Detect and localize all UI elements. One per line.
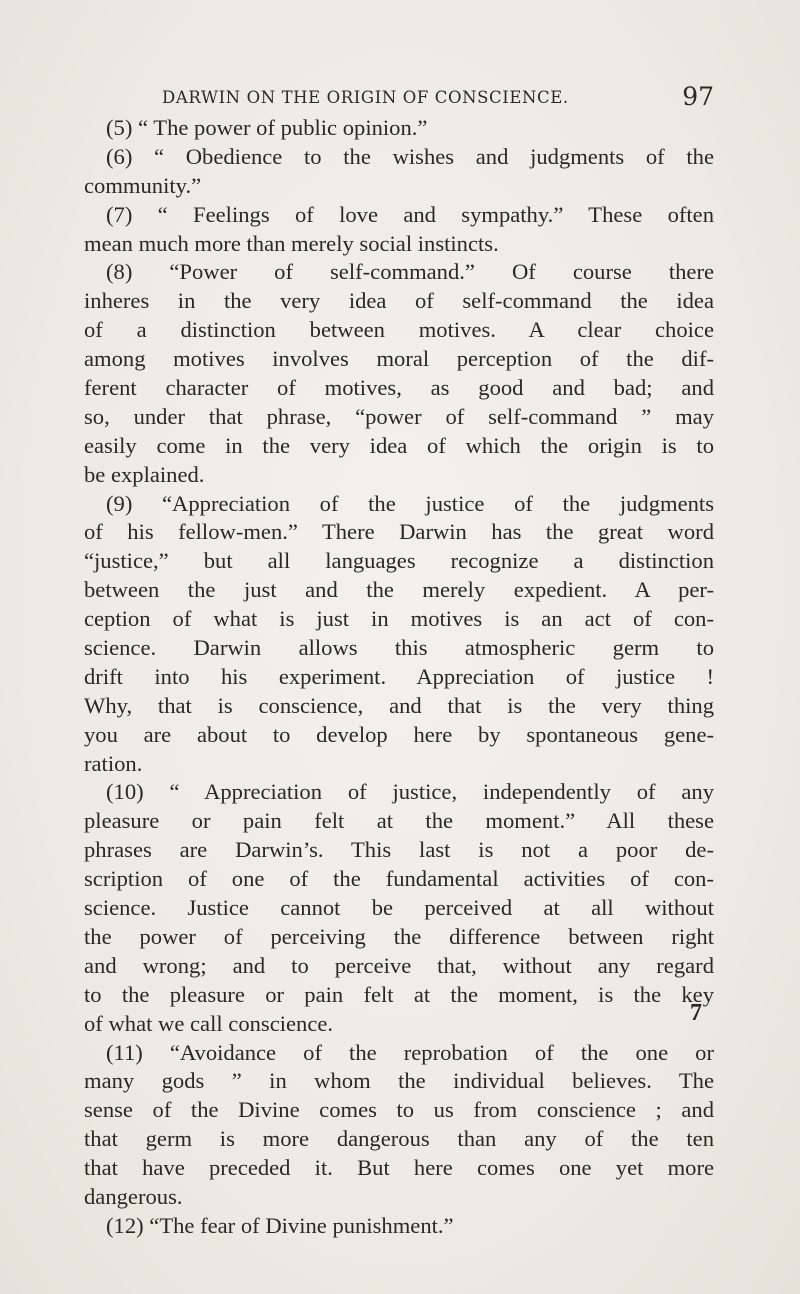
- text-line: dangerous.: [84, 1183, 183, 1209]
- text-line: drift into his experiment. Appreciation of justice !: [84, 663, 714, 689]
- text-line: that germ is more dangerous than any of the ten: [84, 1126, 714, 1152]
- text-line: of a distinction between motives. A clear choice: [84, 317, 714, 343]
- text-line: be explained.: [84, 461, 205, 487]
- text-line: (10) “ Appreciation of justice, independently of any: [106, 779, 714, 805]
- text-line: ception of what is just in motives is an act of con-: [84, 606, 714, 632]
- text-line: inheres in the very idea of self-command the idea: [84, 288, 714, 314]
- text-line: (5) “ The power of public opinion.”: [106, 115, 428, 140]
- text-line: of his fellow-men.” There Darwin has the great word: [84, 519, 714, 545]
- text-line: ration.: [84, 750, 143, 776]
- signature-mark: 7: [690, 1000, 702, 1026]
- page-header: [84, 82, 714, 116]
- text-line: and wrong; and to perceive that, without any regard: [84, 952, 714, 978]
- body-text: [84, 114, 714, 1241]
- text-line: (9) “Appreciation of the justice of the judgments: [106, 490, 714, 516]
- text-line: phrases are Darwin’s. This last is not a poor de-: [84, 837, 714, 863]
- text-line: among motives involves moral perception of the dif-: [84, 346, 714, 372]
- text-line: (6) “ Obedience to the wishes and judgments of the: [106, 143, 714, 169]
- text-line: ferent character of motives, as good and bad; and: [84, 375, 714, 401]
- text-line: between the just and the merely expedient. A per-: [84, 577, 714, 603]
- text-line: pleasure or pain felt at the moment.” All these: [84, 808, 714, 834]
- text-line: that have preceded it. But here comes one yet more: [84, 1155, 714, 1181]
- running-title: DARWIN ON THE ORIGIN OF CONSCIENCE.: [162, 88, 569, 107]
- text-line: “justice,” but all languages recognize a distinction: [84, 548, 714, 574]
- text-line: of what we call conscience.: [84, 1010, 334, 1036]
- text-line: sense of the Divine comes to us from conscience ; and: [84, 1097, 714, 1123]
- text-line: (11) “Avoidance of the reprobation of the one or: [106, 1039, 714, 1065]
- text-line: (12) “The fear of Divine punishment.”: [106, 1212, 454, 1238]
- text-line: science. Darwin allows this atmospheric germ to: [84, 635, 714, 661]
- text-line: community.”: [84, 172, 202, 198]
- text-line: the power of perceiving the difference between right: [84, 923, 714, 949]
- text-line: many gods ” in whom the individual believes. The: [84, 1068, 714, 1094]
- page-number: 97: [682, 82, 714, 111]
- text-line: (8) “Power of self-command.” Of course there: [106, 259, 714, 285]
- text-line: scription of one of the fundamental activities of con-: [84, 866, 714, 892]
- text-line: you are about to develop here by spontaneous gene-: [84, 721, 714, 747]
- text-line: mean much more than merely social instincts.: [84, 230, 499, 256]
- text-line: Why, that is conscience, and that is the very thing: [84, 692, 714, 718]
- text-line: science. Justice cannot be perceived at all without: [84, 895, 714, 921]
- text-line: so, under that phrase, “power of self-command ” may: [84, 403, 714, 429]
- text-line: to the pleasure or pain felt at the moment, is the key: [84, 981, 714, 1007]
- text-line: easily come in the very idea of which the origin is to: [84, 432, 714, 458]
- text-line: (7) “ Feelings of love and sympathy.” These often: [106, 201, 714, 227]
